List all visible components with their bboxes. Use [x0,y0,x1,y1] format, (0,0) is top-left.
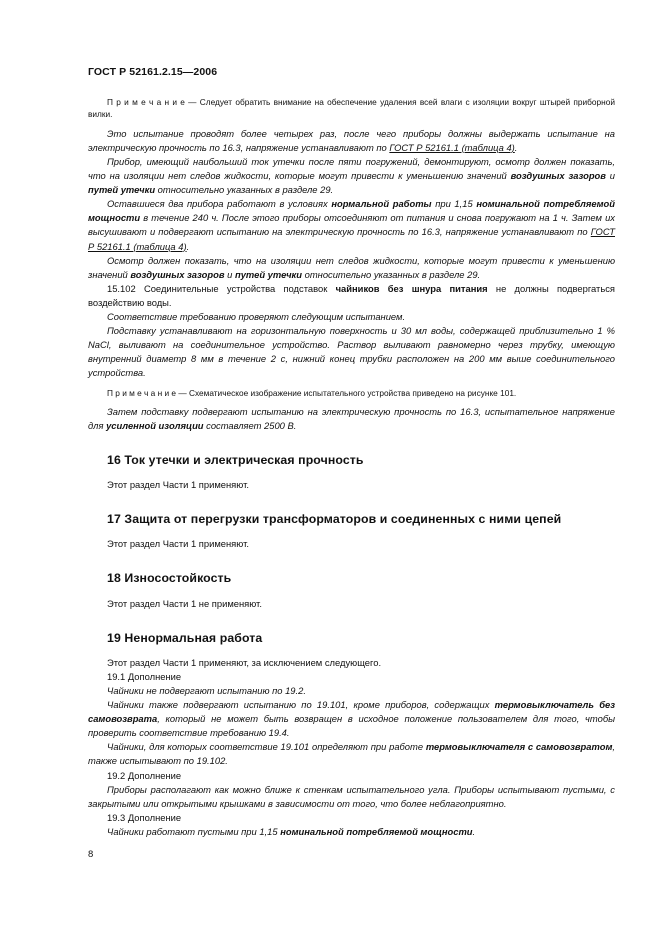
defined-term: номинальной потребляемой мощности [280,825,473,837]
clause-paragraph [88,282,615,310]
defined-term: усиленной изоляции [106,420,204,431]
standard-reference-link[interactable]: ГОСТ Р 52161.1 (таблица 4) [389,141,515,153]
section-16-text: Этот раздел Части 1 применяют. [107,479,249,491]
section-19-intro: Этот раздел Части 1 применяют, за исключением следующего. [107,656,382,668]
paragraph [88,127,615,155]
defined-term: чайников без шнура питания [335,282,488,294]
defined-term: воздушных зазоров [130,268,225,280]
paragraph: Чайники не подвергают испытанию по 19.2. [107,684,306,696]
defined-term: путей утечки [234,268,303,280]
note-label: П р и м е ч а н и е — [107,387,187,398]
paragraph [88,405,615,433]
paragraph-text: составляет 2500 В. [203,420,297,431]
paragraph-text: . [514,141,518,153]
paragraph [88,698,615,740]
defined-term: номинальной потребляемой мощности [88,198,615,224]
defined-term: воздушных зазоров [510,170,606,182]
paragraph-text: относительно указанных в разделе 29. [155,184,334,196]
note-label: П р и м е ч а н и е — [107,97,197,107]
section-18-heading: 18 Износостойкость [107,571,232,586]
section-17-heading: 17 Защита от перегрузки трансформаторов и соединенных с ними цепей [107,512,562,527]
paragraph [88,155,615,197]
section-16-heading: 16 Ток утечки и электрическая прочность [107,453,364,468]
paragraph-text: . [472,825,476,837]
paragraph [88,254,615,282]
defined-term: путей утечки [88,184,156,196]
paragraph-text: , также испытывают по 19.102. [88,741,615,767]
paragraph-text: и [224,268,235,280]
paragraph-text: Осмотр должен показать, что на изоляции нет следов жидкости, которые могут привести к уменьшению значений [88,254,615,280]
note-text: Следует обратить внимание на обеспечение удаления всей влаги с изоляции вокруг штырей приборной вилки. [88,97,615,120]
paragraph-text: не должны подвергаться воздействию воды. [88,282,615,308]
note-paragraph [88,96,615,121]
section-17-text: Этот раздел Части 1 применяют. [107,538,249,550]
paragraph-text: относительно указанных в разделе 29. [302,268,481,280]
subclause-19-1-heading: 19.1 Дополнение [107,670,182,682]
paragraph-text: Это испытание проводят более четырех раз, после чего приборы должны выдержать испытание на электрическую прочность по 16.3, напряжение устанавливают по [88,127,615,153]
paragraph [88,197,615,253]
defined-term: термовыключателя с самовозвратом [425,741,613,753]
paragraph-text: , который не может быть возвращен в исходное положение пользователем для того, чтобы проверить соответствие требованию 19.4. [88,713,615,739]
paragraph-text: и [605,170,615,182]
paragraph-text: при 1,15 [431,198,477,210]
defined-term: термовыключатель без самовозврата [88,699,615,725]
paragraph-text: . [186,240,190,252]
section-18-text: Этот раздел Части 1 не применяют. [107,597,262,609]
paragraph [88,825,615,839]
note-text: Схематическое изображение испытательного устройства приведено на рисунке 101. [186,387,517,398]
paragraph: Приборы располагают как можно ближе к стенкам испытательного угла. Приборы испытывают пустыми, с закрытыми или открытыми крышками в зависимости от того, что более неблагоприятно. [88,783,615,809]
paragraph: Подставку устанавливают на горизонтальную поверхность и 30 мл воды, содержащей приблизительно 1 % NaCl, выливают на соединительное устройство. Раствор выливают равномерно через трубку, имеющую внутренний диаметр 8 мм в течение 2 с, нижний конец трубки расположен на 200 мм выше соединительного устройства. [88,325,615,379]
page-body [88,96,615,839]
subclause-19-2-heading: 19.2 Дополнение [107,769,182,781]
paragraph-text: Оставшиеся два прибора работают в условиях [107,198,332,210]
standard-code-header: ГОСТ Р 52161.2.15—2006 [88,66,218,78]
paragraph [88,740,615,768]
paragraph-text: Прибор, имеющий наибольший ток утечки после пяти погружений, демонтируют, осмотр должен показать, что на изоляции нет следов жидкости, которые могут привести к уменьшению значений [88,156,615,182]
paragraph-text: Чайники также подвергают испытанию по 19.101, кроме приборов, содержащих [107,699,495,711]
paragraph-text: 15.102 Соединительные устройства подставок [107,282,336,294]
paragraph: Соответствие требованию проверяют следующим испытанием. [107,311,406,323]
section-19-heading: 19 Ненормальная работа [107,630,263,645]
paragraph-text: Чайники, для которых соответствие 19.101 определяют при работе [107,741,426,753]
note-paragraph [88,387,615,399]
subclause-19-3-heading: 19.3 Дополнение [107,811,182,823]
defined-term: нормальной работы [331,198,432,210]
paragraph-text: в течение 240 ч. После этого приборы отсоединяют от питания и снова погружают на 1 ч. Затем их высушивают и подвергают испытанию на электрическую прочность по 16.3, напряжение устанавливают по [88,212,615,238]
paragraph-text: Затем подставку подвергают испытанию на электрическую прочность по 16.3, испытательное напряжение для [88,405,615,431]
standard-reference-link[interactable]: ГОСТ Р 52161.1 (таблица 4) [88,226,615,252]
paragraph-text: Чайники работают пустыми при 1,15 [107,825,281,837]
page-number: 8 [88,849,94,860]
